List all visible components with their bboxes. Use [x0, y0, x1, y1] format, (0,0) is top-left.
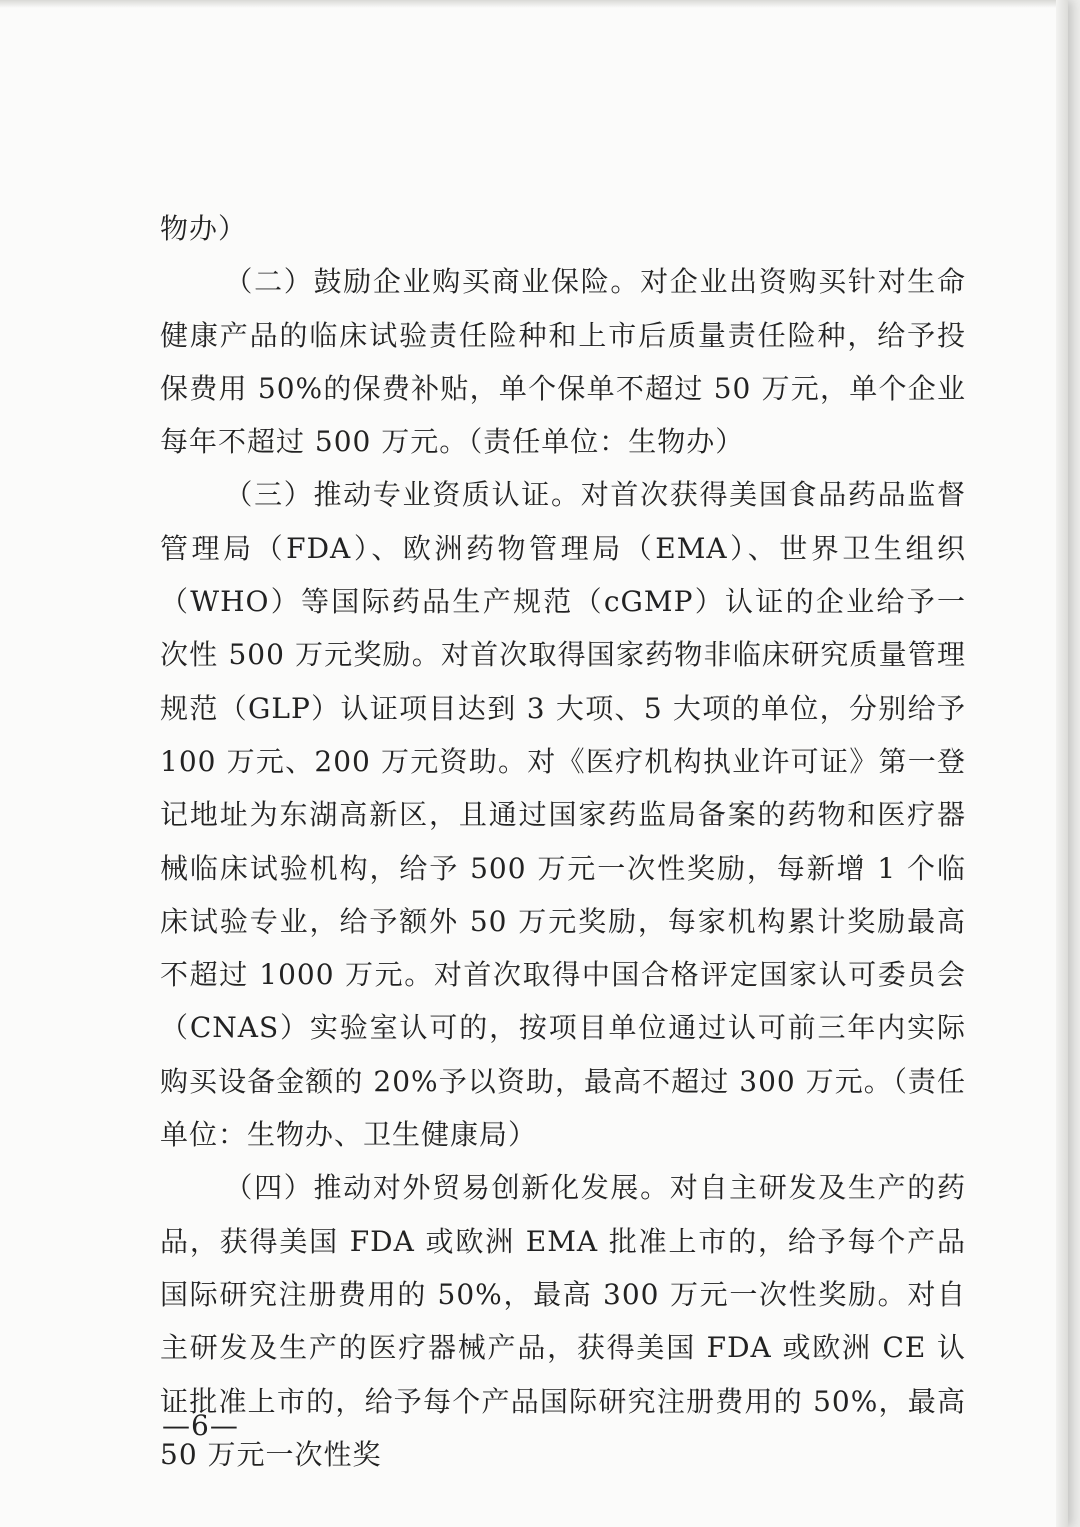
page-number: —6—	[162, 1409, 239, 1442]
paragraph-foreign-trade: （四）推动对外贸易创新化发展。对自主研发及生产的药品，获得美国 FDA 或欧洲 EMA 批准上市的，给予每个产品国际研究注册费用的 50%，最高 300 万元一次性奖励。对自主研发及生产的医疗器械产品，获得美国 FDA 或欧洲 CE 认证批准上市的，给予每个产品国际研究注册费用的 50%，最高 50 万元一次性奖	[160, 1171, 966, 1471]
paragraph-qualification-certification: （三）推动专业资质认证。对首次获得美国食品药品监督管理局（FDA）、欧洲药物管理局（EMA）、世界卫生组织（WHO）等国际药品生产规范（cGMP）认证的企业给予一次性 500 万元奖励。对首次取得国家药物非临床研究质量管理规范（GLP）认证项目达到 3 大项、5 大项的单位，分别给予 100 万元、200 万元资助。对《医疗机构执业许可证》第一登记地址为东湖高新区，且通过国家药监局备案的药物和医疗器械临床试验机构，给予 500 万元一次性奖励，每新增 1 个临床试验专业，给予额外 50 万元奖励，每家机构累计奖励最高不超过 1000 万元。对首次取得中国合格评定国家认可委员会（CNAS）实验室认可的，按项目单位通过认可前三年内实际购买设备金额的 20%予以资助，最高不超过 300 万元。（责任单位：生物办、卫生健康局）	[160, 478, 966, 1152]
document-body	[160, 202, 966, 1481]
page-right-edge	[1056, 0, 1068, 1527]
paragraph-continuation: 物办）	[160, 212, 248, 245]
paragraph-commercial-insurance: （二）鼓励企业购买商业保险。对企业出资购买针对生命健康产品的临床试验责任险种和上市后质量责任险种，给予投保费用 50%的保费补贴，单个保单不超过 50 万元，单个企业每年不超过 500 万元。（责任单位：生物办）	[160, 265, 966, 459]
page-top-edge	[0, 0, 1068, 8]
